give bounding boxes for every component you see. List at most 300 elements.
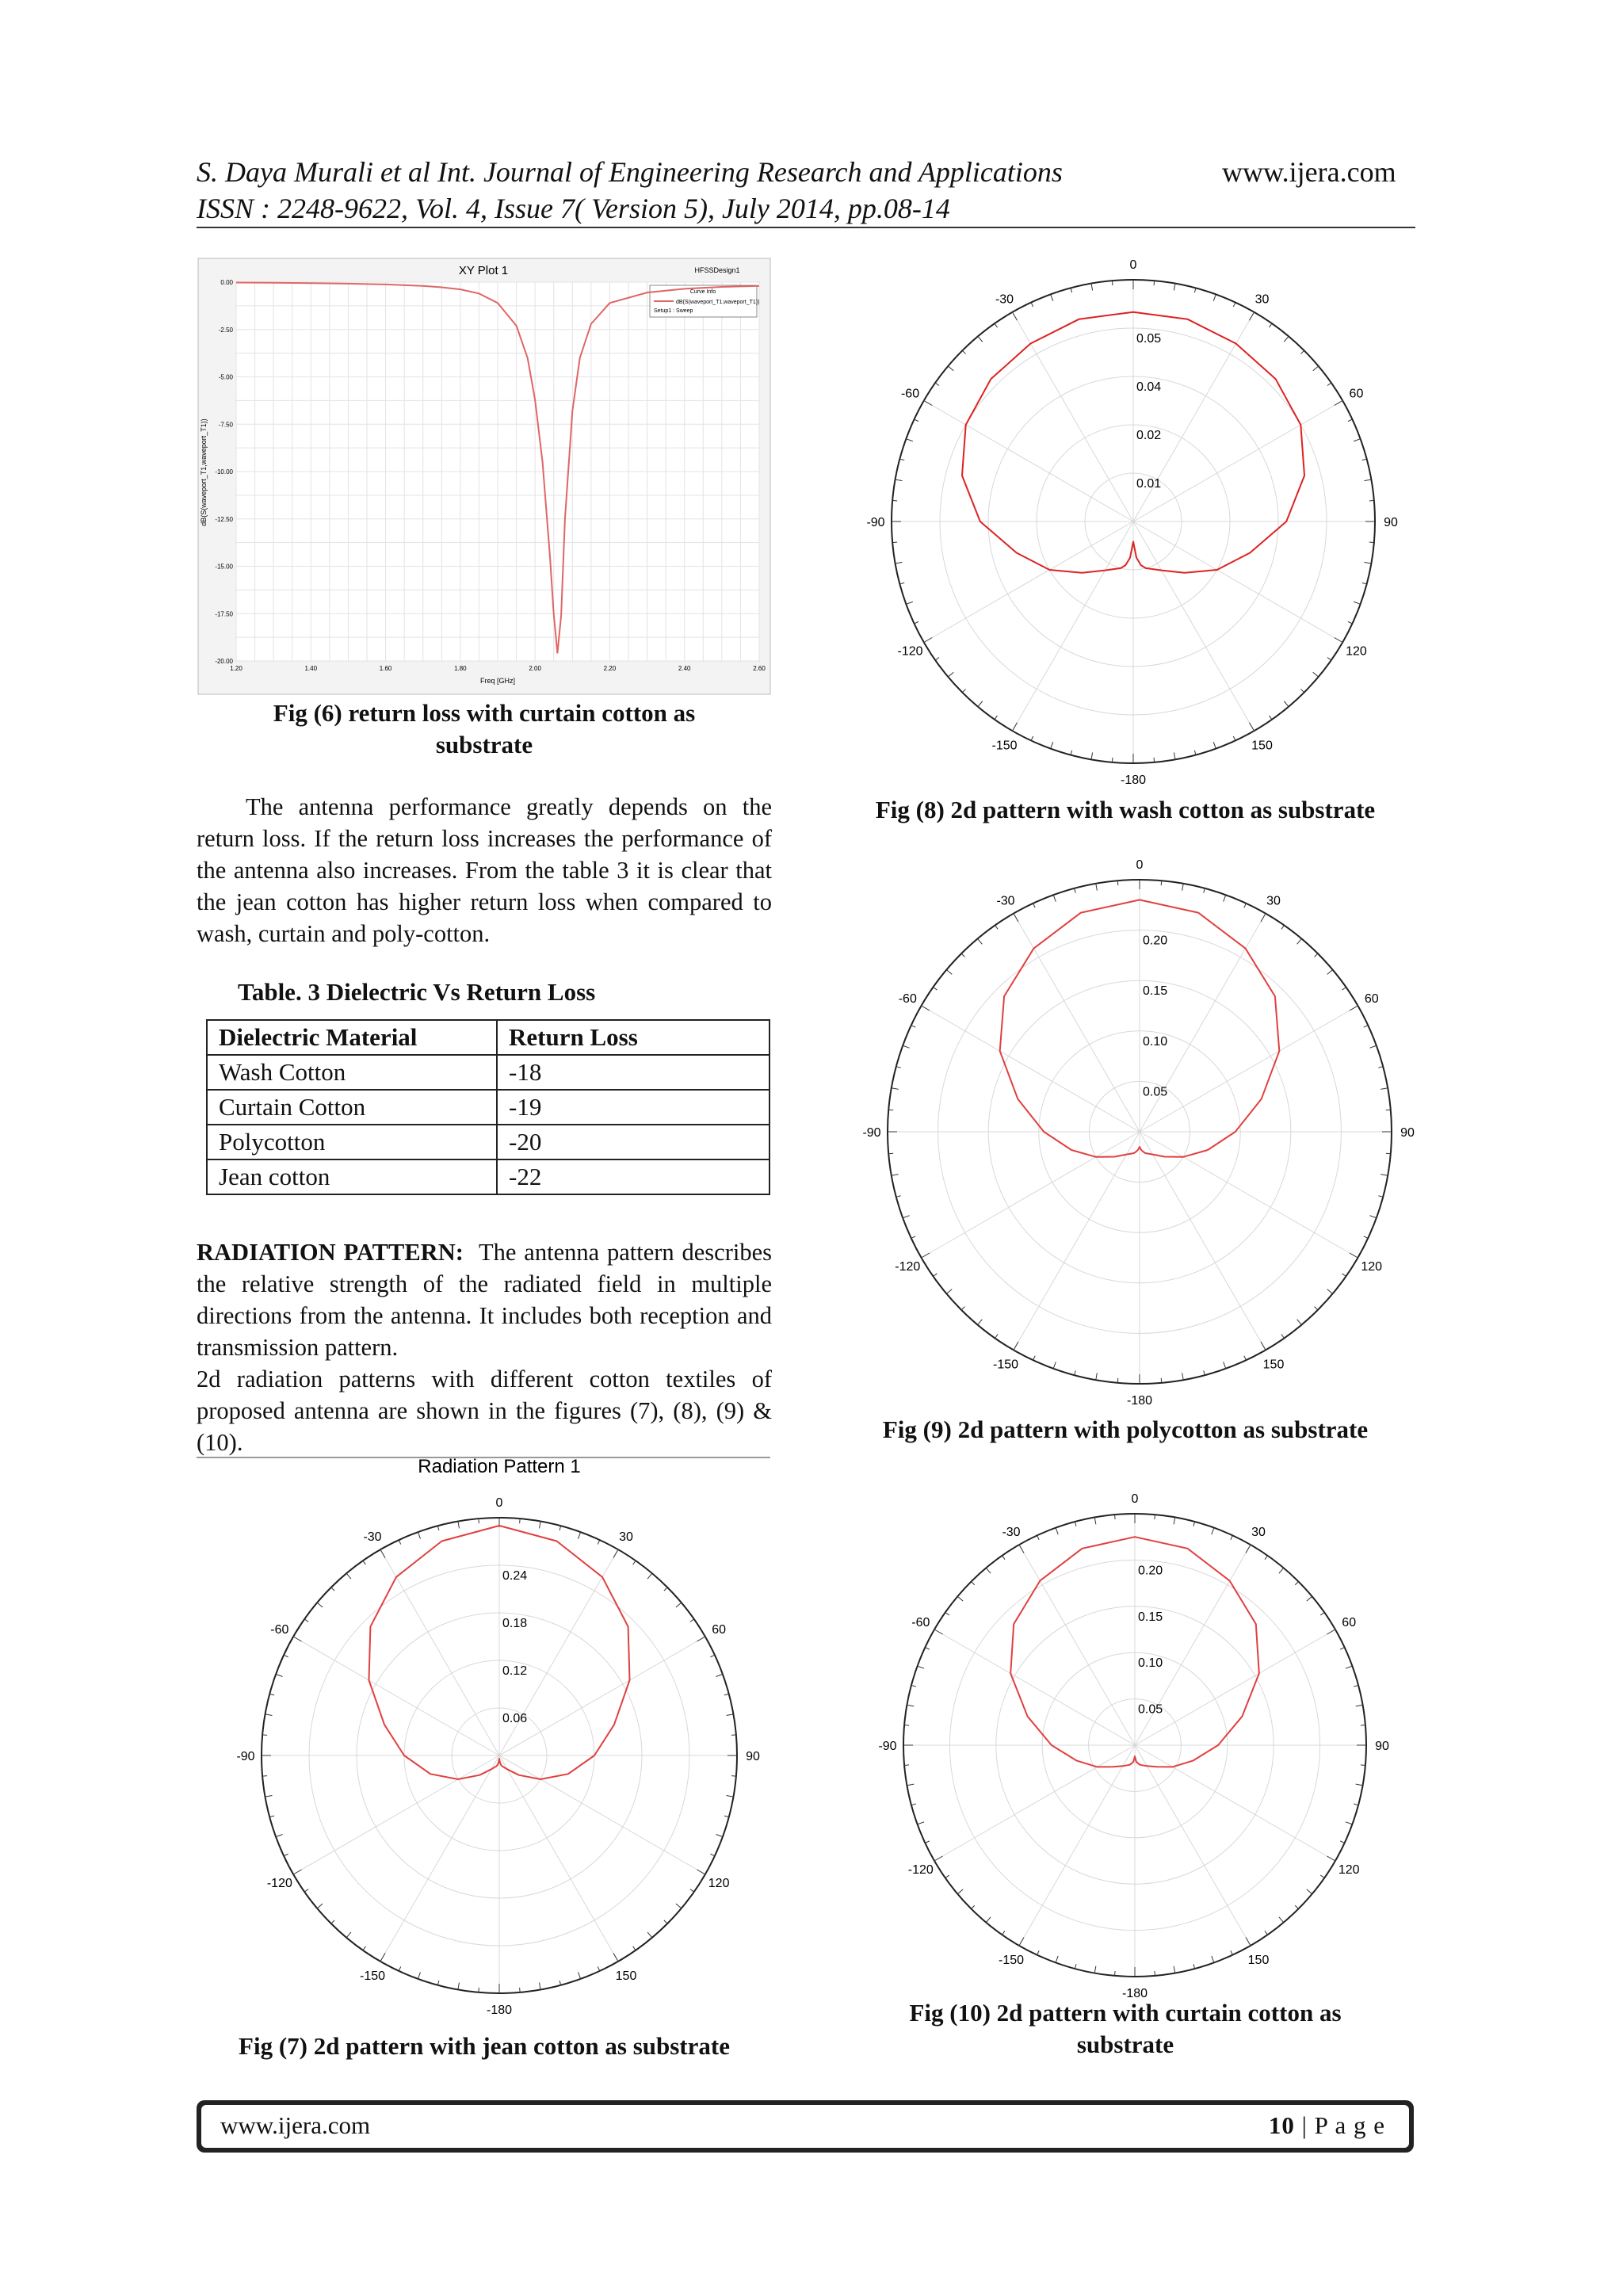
fig6-xlabel: Freq [GHz] — [479, 677, 516, 685]
fig6-legend-line2: Setup1 : Sweep — [654, 308, 693, 314]
fig10-angle-label: 90 — [1375, 1740, 1389, 1753]
fig10-tick — [1361, 1765, 1365, 1766]
fig7-tick — [458, 1522, 460, 1529]
fig8-tick — [1213, 294, 1216, 300]
fig10-tick — [1193, 1964, 1195, 1969]
fig7-tick — [727, 1796, 734, 1797]
fig7-spoke — [499, 1755, 618, 1962]
fig8-tick — [935, 657, 939, 659]
fig6-legend-line1: dB(S(waveport_T1,waveport_T1)) — [676, 300, 760, 305]
fig7-tick — [731, 1776, 736, 1777]
fig8-angle-label: 150 — [1251, 739, 1273, 753]
fig10-tick — [1212, 1528, 1214, 1534]
paragraph-radiation-pattern — [197, 1236, 772, 1363]
fig6-design-label: HFSSDesign1 — [694, 266, 740, 274]
fig8-tick — [1112, 758, 1113, 762]
fig10-tick — [1320, 1613, 1324, 1615]
fig9-tick — [934, 988, 938, 990]
page-footer — [197, 2100, 1414, 2153]
fig10-tick — [925, 1841, 929, 1843]
fig10-tick — [1346, 1666, 1352, 1668]
fig9-angle-label: -120 — [895, 1260, 921, 1274]
fig8-tick — [1250, 312, 1254, 320]
fig8-tick — [1154, 758, 1155, 762]
fig7-tick — [676, 1904, 682, 1908]
fig8-tick — [1051, 294, 1053, 300]
fig9-tick — [1244, 904, 1247, 907]
fig9-tick — [903, 1045, 909, 1048]
fig9-tick — [1364, 1236, 1368, 1239]
fig7-angle-label: 120 — [708, 1877, 730, 1890]
fig8-polar-plot — [854, 252, 1409, 788]
fig7-tick — [647, 1573, 652, 1579]
fig8-tick — [1354, 439, 1360, 441]
fig9-tick — [903, 1216, 909, 1218]
fig9-tick — [1297, 938, 1302, 944]
fig9-tick — [911, 1026, 915, 1028]
fig8-tick — [1327, 383, 1331, 385]
fig7-tick — [520, 1988, 521, 1992]
fig10-tick — [1295, 1905, 1298, 1908]
fig10-angle-label: -150 — [998, 1954, 1025, 1968]
fig9-tick — [922, 1253, 930, 1258]
fig6-legend-title: Curve Info — [689, 289, 716, 295]
paragraph-figures-intro: 2d radiation patterns with different cotton textiles of proposed antenna are shown in the figures (7), (8), (9) & (10). — [197, 1366, 772, 1456]
fig9-tick — [1378, 1196, 1383, 1198]
fig10-radial-label: 0.10 — [1138, 1656, 1163, 1671]
fig8-tick — [995, 323, 997, 327]
fig10-tick — [1231, 1535, 1233, 1539]
fig7-angle-label: -90 — [236, 1750, 255, 1763]
fig8-tick — [1365, 479, 1372, 481]
fig10-radial-label: 0.15 — [1138, 1610, 1163, 1624]
footer-website[interactable]: www.ijera.com — [220, 2111, 371, 2139]
fig7-tick — [269, 1816, 274, 1817]
fig7-tick — [579, 1532, 581, 1538]
fig8-angle-label: -120 — [897, 644, 923, 659]
fig10-tick — [972, 1905, 975, 1908]
fig9-tick — [1033, 1356, 1036, 1360]
fig8-angle-label: 90 — [1384, 516, 1398, 529]
fig8-tick — [915, 621, 918, 624]
fig9-tick — [1364, 1026, 1368, 1028]
fig7-tick — [265, 1796, 273, 1797]
fig9-tick — [1161, 881, 1162, 885]
fig7-tick — [304, 1889, 308, 1892]
fig7-tick — [458, 1983, 460, 1990]
fig10-angle-label: -60 — [911, 1616, 930, 1629]
fig8-angle-label: 0 — [1129, 258, 1137, 272]
fig10-tick — [925, 1648, 929, 1650]
fig9-tick — [1281, 1335, 1284, 1339]
fig10-tick — [1279, 1568, 1284, 1573]
fig7-radial-label: 0.18 — [502, 1617, 528, 1630]
fig10-tick — [1327, 1629, 1335, 1634]
fig9-angle-label: -90 — [862, 1126, 881, 1140]
fig10-tick — [1212, 1956, 1214, 1962]
fig10-tick — [918, 1822, 924, 1824]
fig7-tick — [697, 1870, 705, 1874]
fig8-tick — [1362, 583, 1367, 584]
table-cell: Polycotton — [207, 1125, 497, 1159]
fig10-tick — [1340, 1648, 1344, 1650]
fig10-caption-line1: Fig (10) 2d pattern with curtain cotton as — [909, 1999, 1342, 2027]
fig7-tick — [363, 1946, 365, 1950]
fig9-spoke — [1014, 914, 1140, 1132]
table-row — [207, 1125, 769, 1159]
fig9-tick — [1014, 914, 1018, 922]
fig10-tick — [1056, 1528, 1058, 1534]
fig9-tick — [1053, 895, 1056, 901]
fig7-tick — [276, 1835, 282, 1837]
fig7-tick — [579, 1972, 581, 1978]
fig10-tick — [1075, 1964, 1076, 1969]
fig6-xtick-label: 2.20 — [603, 665, 617, 672]
table-cell: Curtain Cotton — [207, 1090, 497, 1125]
fig10-radial-label: 0.20 — [1138, 1564, 1163, 1578]
fig7-tick — [418, 1972, 420, 1978]
fig7-angle-label: 150 — [615, 1969, 637, 1984]
fig8-tick — [1194, 288, 1196, 292]
fig10-tick — [972, 1582, 975, 1585]
fig9-tick — [1161, 1378, 1162, 1383]
fig6-ytick-label: 0.00 — [220, 279, 233, 286]
fig7-tick — [284, 1854, 288, 1856]
fig7-angle-label: 90 — [746, 1750, 760, 1763]
fig7-tick — [613, 1953, 618, 1961]
fig7-tick — [633, 1561, 636, 1564]
fig10-tick — [1246, 1545, 1251, 1553]
fig8-tick — [1233, 736, 1235, 740]
fig8-tick — [892, 500, 897, 501]
fig7-tick — [598, 1966, 600, 1970]
fig8-angle-label: 30 — [1254, 292, 1270, 307]
fig9-tick — [1014, 1342, 1018, 1350]
fig7-tick — [724, 1694, 729, 1695]
fig8-tick — [1213, 742, 1216, 748]
fig9-tick — [1053, 1362, 1056, 1368]
fig9-tick — [1381, 1088, 1388, 1090]
fig8-tick — [924, 638, 932, 643]
fig7-tick — [598, 1540, 600, 1544]
fig6-ytick-label: -12.50 — [215, 515, 233, 523]
fig10-tick — [1056, 1956, 1058, 1962]
fig10-tick — [1075, 1522, 1076, 1526]
fig7-tick — [265, 1714, 273, 1716]
fig10-angle-label: 30 — [1251, 1525, 1266, 1539]
fig8-tick — [1335, 401, 1342, 406]
fig6-ylabel: dB(S(waveport_T1,waveport_T1)) — [200, 418, 208, 526]
fig8-spoke — [924, 521, 1133, 643]
fig9-tick — [946, 1289, 952, 1294]
fig7-tick — [380, 1953, 385, 1961]
fig8-tick — [899, 583, 904, 584]
fig7-angle-label: -180 — [486, 2004, 513, 2017]
fig10-spoke — [1135, 1629, 1335, 1745]
fig8-tick — [978, 336, 983, 342]
fig8-tick — [1071, 288, 1072, 292]
fig8-tick — [962, 689, 965, 692]
fig8-tick — [1348, 419, 1352, 422]
fig7-tick — [676, 1603, 682, 1607]
fig10-tick — [1279, 1917, 1284, 1923]
fig10-tick — [986, 1917, 991, 1923]
fig6-ytick-label: -2.50 — [218, 326, 233, 334]
fig8-tick — [906, 439, 912, 441]
fig7-radial-label: 0.06 — [502, 1712, 528, 1725]
fig10-tick — [1265, 1556, 1267, 1560]
fig10-angle-label: -180 — [1121, 1987, 1148, 2000]
fig8-tick — [1269, 716, 1271, 720]
fig6-caption-line1: Fig (6) return loss with curtain cotton as — [273, 699, 696, 727]
fig7-tick — [363, 1561, 365, 1564]
fig6-ytick-label: -7.50 — [218, 421, 233, 429]
fig8-angle-label: -60 — [900, 387, 920, 401]
fig10-tick — [1115, 1515, 1116, 1519]
fig6-xtick-label: 1.20 — [230, 665, 242, 672]
fig9-radial-label: 0.15 — [1143, 984, 1168, 999]
fig8-tick — [915, 419, 918, 422]
fig8-tick — [1365, 562, 1372, 563]
fig8-tick — [935, 383, 939, 385]
fig8-tick — [1313, 366, 1319, 371]
fig9-tick — [961, 1307, 964, 1310]
fig9-angle-label: 30 — [1266, 894, 1281, 908]
fig7-tick — [613, 1549, 618, 1557]
fig8-angle-label: 60 — [1349, 387, 1364, 401]
fig9-angle-label: 0 — [1136, 858, 1144, 872]
fig10-polar-plot — [840, 1490, 1419, 2000]
fig9-tick — [1096, 1373, 1098, 1380]
fig9-angle-label: 120 — [1361, 1260, 1383, 1274]
fig7-tick — [664, 1587, 667, 1591]
fig7-tick — [276, 1674, 282, 1676]
fig9-tick — [1327, 1289, 1333, 1294]
radiation-pattern-heading: RADIATION PATTERN: — [197, 1239, 464, 1266]
fig6-xtick-label: 1.60 — [379, 665, 392, 672]
fig10-tick — [1094, 1517, 1096, 1524]
fig9-radial-label: 0.05 — [1143, 1085, 1168, 1099]
fig10-tick — [907, 1784, 914, 1786]
fig7-radial-label: 0.12 — [502, 1664, 528, 1678]
fig7-spoke — [380, 1549, 499, 1755]
fig8-tick — [1174, 284, 1175, 291]
fig8-tick — [978, 701, 983, 707]
fig8-angle-label: -150 — [991, 739, 1018, 753]
fig7-tick — [690, 1619, 694, 1622]
fig8-tick — [924, 401, 932, 406]
fig10-tick — [1340, 1841, 1344, 1843]
fig9-tick — [896, 1067, 901, 1068]
fig9-tick — [961, 953, 964, 957]
table-row — [207, 1159, 769, 1194]
fig9-tick — [1075, 888, 1076, 893]
fig8-tick — [1348, 621, 1352, 624]
fig9-tick — [1315, 953, 1318, 957]
fig7-tick — [559, 1526, 561, 1530]
fig8-tick — [1369, 500, 1374, 501]
fig8-tick — [1031, 736, 1033, 740]
fig9-spoke — [1140, 1006, 1358, 1132]
fig9-tick — [892, 1088, 899, 1090]
fig10-tick — [1361, 1725, 1365, 1726]
fig9-tick — [1033, 904, 1036, 907]
fig8-tick — [896, 479, 903, 481]
fig7-tick — [540, 1983, 541, 1990]
fig10-tick — [945, 1613, 949, 1615]
fig7-radial-label: 0.24 — [502, 1569, 528, 1583]
fig9-tick — [1386, 1153, 1391, 1154]
fig6-xtick-label: 1.80 — [454, 665, 467, 672]
fig6-xtick-label: 2.60 — [753, 665, 766, 672]
fig10-spoke — [934, 1745, 1135, 1861]
fig7-tick — [304, 1619, 308, 1622]
fig9-tick — [911, 1236, 915, 1239]
fig7-polar-plot — [206, 1458, 770, 2021]
footer-page-number: 10 — [1268, 2111, 1295, 2139]
fig8-caption: Fig (8) 2d pattern with wash cotton as substrate — [875, 796, 1376, 823]
fig10-angle-label: -30 — [1002, 1525, 1021, 1539]
header-website[interactable]: www.ijera.com — [1222, 156, 1396, 188]
fig8-tick — [1051, 742, 1053, 748]
fig8-tick — [1013, 312, 1018, 320]
fig10-tick — [918, 1666, 924, 1668]
fig7-spoke — [499, 1755, 705, 1874]
fig7-tick — [399, 1966, 401, 1970]
fig8-tick — [1284, 336, 1289, 342]
fig9-tick — [1381, 1175, 1388, 1176]
fig10-tick — [1037, 1950, 1040, 1954]
fig6-ytick-label: -15.00 — [215, 563, 233, 571]
fig8-tick — [995, 716, 997, 720]
fig9-tick — [1244, 1356, 1247, 1360]
fig9-tick — [1327, 970, 1333, 975]
fig7-angle-label: 0 — [495, 1496, 503, 1510]
fig9-tick — [892, 1175, 899, 1176]
fig8-tick — [899, 459, 904, 460]
fig7-tick — [710, 1854, 714, 1856]
fig7-tick — [293, 1870, 301, 1874]
fig8-tick — [1091, 753, 1093, 760]
fig9-tick — [978, 938, 983, 944]
fig9-polar-plot — [854, 853, 1415, 1411]
fig10-tick — [1246, 1937, 1251, 1945]
fig9-tick — [1378, 1067, 1383, 1068]
fig9-tick — [1342, 988, 1346, 990]
fig8-tick — [1154, 281, 1155, 285]
fig8-tick — [1013, 723, 1018, 731]
fig9-tick — [1261, 1342, 1266, 1350]
fig10-tick — [1002, 1931, 1005, 1935]
fig7-angle-label: -60 — [270, 1623, 289, 1637]
fig7-caption: Fig (7) 2d pattern with jean cotton as substrate — [239, 2032, 730, 2060]
fig8-angle-label: -90 — [866, 516, 885, 529]
fig9-tick — [995, 1335, 998, 1339]
fig10-angle-label: 0 — [1131, 1492, 1139, 1506]
fig8-tick — [896, 562, 903, 563]
fig9-spoke — [922, 1006, 1140, 1132]
fig9-angle-label: 90 — [1400, 1126, 1415, 1140]
fig9-tick — [922, 1006, 930, 1010]
fig8-spoke — [1133, 401, 1342, 522]
fig6-xtick-label: 2.40 — [678, 665, 691, 672]
fig9-tick — [995, 926, 998, 930]
fig7-tick — [633, 1946, 636, 1950]
fig10-tick — [1002, 1556, 1005, 1560]
fig10-tick — [1094, 1966, 1096, 1973]
fig9-tick — [1204, 888, 1205, 893]
fig9-radial-label: 0.10 — [1143, 1034, 1168, 1049]
fig9-spoke — [1014, 1132, 1140, 1350]
fig10-tick — [945, 1875, 949, 1878]
fig8-tick — [892, 542, 897, 543]
fig8-radial-label: 0.05 — [1136, 332, 1162, 346]
fig8-tick — [1091, 284, 1093, 291]
fig7-spoke — [380, 1755, 499, 1962]
fig8-angle-label: -180 — [1120, 774, 1147, 787]
fig10-tick — [1346, 1822, 1352, 1824]
fig10-tick — [1354, 1804, 1358, 1805]
dielectric-table — [206, 1019, 770, 1195]
fig8-spoke — [1013, 521, 1134, 731]
fig6-ytick-label: -20.00 — [215, 658, 233, 665]
fig9-angle-label: -60 — [898, 992, 917, 1006]
fig10-tick — [986, 1568, 991, 1573]
fig10-tick — [1320, 1875, 1324, 1878]
fig8-radial-label: 0.01 — [1136, 477, 1162, 491]
fig9-angle-label: 150 — [1262, 1358, 1285, 1372]
paragraph-return-loss: The antenna performance greatly depends on the return loss. If the return loss increases the performance of the antenna also increases. From the table 3 it is clear that the jean cotton has higher return loss when compared to wash, curtain and poly-cotton. — [197, 793, 772, 947]
fig9-tick — [1297, 1320, 1302, 1325]
fig7-tick — [331, 1920, 334, 1924]
fig9-angle-label: 60 — [1364, 992, 1379, 1006]
fig10-spoke — [1019, 1745, 1135, 1946]
fig7-tick — [262, 1776, 267, 1777]
fig10-tick — [1307, 1596, 1312, 1601]
header-issn: ISSN : 2248-9622, Vol. 4, Issue 7( Version 5), July 2014, pp.08-14 — [197, 193, 950, 224]
fig7-tick — [559, 1981, 561, 1985]
fig8-tick — [1269, 323, 1271, 327]
fig7-tick — [520, 1519, 521, 1523]
fig8-angle-label: 120 — [1346, 644, 1367, 659]
fig7-tick — [731, 1735, 736, 1736]
fig7-angle-label: 60 — [712, 1623, 727, 1637]
fig9-angle-label: -180 — [1126, 1394, 1153, 1408]
fig10-tick — [957, 1889, 963, 1894]
footer-page-indicator — [1269, 2111, 1385, 2140]
fig10-angle-label: 150 — [1247, 1954, 1270, 1968]
fig9-tick — [896, 1196, 901, 1198]
fig8-spoke — [924, 401, 1133, 522]
fig10-caption-line2: substrate — [1076, 2030, 1174, 2058]
fig9-tick — [1369, 1216, 1376, 1218]
fig10-tick — [1356, 1784, 1363, 1786]
fig8-tick — [1112, 281, 1113, 285]
fig9-spoke — [1140, 1132, 1358, 1258]
fig9-tick — [1315, 1307, 1318, 1310]
fig8-tick — [1369, 542, 1374, 543]
fig7-tick — [380, 1549, 385, 1557]
fig7-tick — [317, 1904, 323, 1908]
fig7-spoke — [293, 1637, 499, 1755]
fig9-tick — [1369, 1045, 1376, 1048]
fig9-angle-label: -150 — [992, 1358, 1019, 1372]
radiation-pattern-text: The antenna pattern describes the relative strength of the radiated field in multiple directions from the antenna. It includes both reception and transmission pattern. — [197, 1239, 773, 1361]
fig9-tick — [1075, 1370, 1076, 1375]
fig9-caption: Fig (9) 2d pattern with polycotton as substrate — [882, 1415, 1369, 1443]
fig8-radial-label: 0.02 — [1136, 429, 1162, 442]
fig7-tick — [716, 1674, 722, 1676]
